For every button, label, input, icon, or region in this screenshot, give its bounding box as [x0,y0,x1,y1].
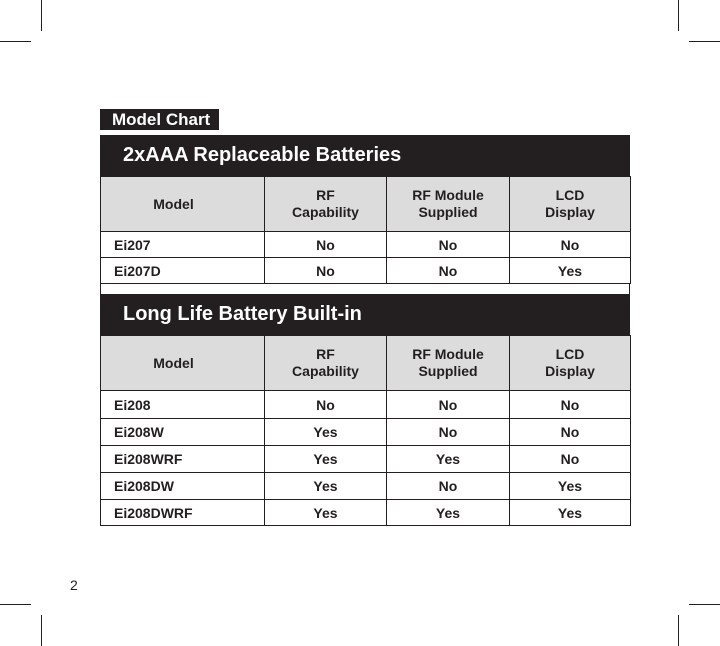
header-module: RF Module Supplied [387,336,510,391]
header-rf: RF Capability [265,336,387,391]
crop-mark [678,0,679,31]
chart-title: Model Chart [100,109,219,130]
model-cell: Ei208W [101,419,265,446]
model-cell: Ei207D [101,258,265,284]
model-cell: Ei208WRF [101,446,265,473]
header-rf: RF Capability [265,177,387,232]
page-number: 2 [70,577,78,593]
header-model: Model [101,336,265,391]
model-cell: Ei208DW [101,473,265,500]
crop-mark [689,604,720,605]
module-cell: No [387,258,510,284]
rf-cell: Yes [265,419,387,446]
module-cell: No [387,419,510,446]
section-title: Long Life Battery Built-in [100,294,630,335]
rf-cell: Yes [265,473,387,500]
table-row [101,446,631,473]
table-row [101,391,631,419]
lcd-cell: No [510,232,631,258]
header-lcd: LCD Display [510,336,631,391]
lcd-cell: Yes [510,473,631,500]
table-row [101,232,631,258]
model-chart [100,135,630,526]
lcd-cell: Yes [510,500,631,526]
module-cell: No [387,391,510,419]
lcd-cell: No [510,391,631,419]
table-row [101,258,631,284]
table-row [101,500,631,526]
lcd-cell: No [510,446,631,473]
module-cell: No [387,232,510,258]
rf-cell: No [265,232,387,258]
header-lcd: LCD Display [510,177,631,232]
header-row [101,336,631,391]
model-cell: Ei208 [101,391,265,419]
rf-cell: Yes [265,500,387,526]
header-row [101,177,631,232]
table-row [101,419,631,446]
table-row [101,473,631,500]
section-divider [100,284,630,294]
rf-cell: Yes [265,446,387,473]
model-table [100,335,631,526]
lcd-cell: No [510,419,631,446]
module-cell: No [387,473,510,500]
rf-cell: No [265,391,387,419]
module-cell: Yes [387,500,510,526]
crop-mark [41,0,42,31]
rf-cell: No [265,258,387,284]
crop-mark [0,41,31,42]
header-model: Model [101,177,265,232]
header-module: RF Module Supplied [387,177,510,232]
crop-mark [689,41,720,42]
model-cell: Ei207 [101,232,265,258]
section-title: 2xAAA Replaceable Batteries [100,135,630,176]
lcd-cell: Yes [510,258,631,284]
model-cell: Ei208DWRF [101,500,265,526]
module-cell: Yes [387,446,510,473]
model-table [100,176,631,284]
crop-mark [0,604,31,605]
crop-mark [678,615,679,646]
crop-mark [41,615,42,646]
